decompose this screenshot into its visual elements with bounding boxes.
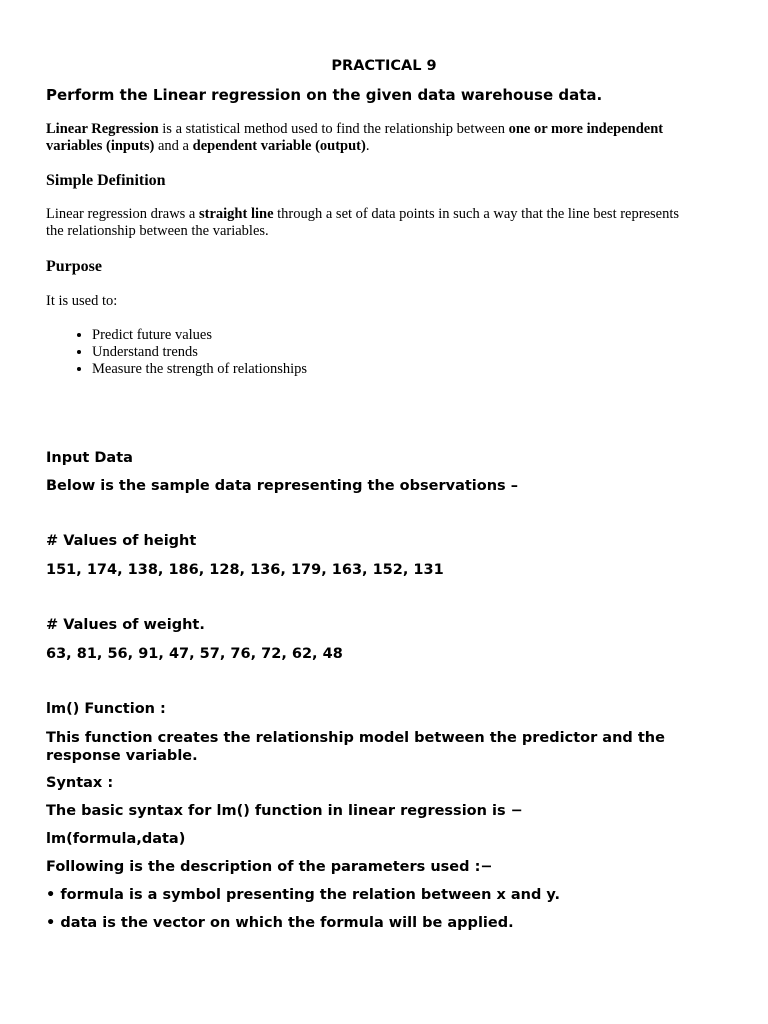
weight-label: # Values of weight.: [46, 617, 205, 633]
params-lead: Following is the description of the parameters used :−: [46, 859, 493, 875]
syntax-code: lm(formula,data): [46, 831, 186, 847]
purpose-heading: Purpose: [46, 258, 102, 275]
bold-straight-line: straight line: [199, 206, 274, 222]
input-data-lead: Below is the sample data representing the observations –: [46, 478, 518, 494]
term-linear-regression: Linear Regression: [46, 121, 159, 137]
list-item: • Measure the strength of relationships: [92, 361, 307, 378]
weight-values: 63, 81, 56, 91, 47, 57, 76, 72, 62, 48: [46, 646, 343, 662]
page-title: PRACTICAL 9: [331, 58, 437, 74]
syntax-lead: The basic syntax for lm() function in linear regression is −: [46, 803, 523, 819]
height-values: 151, 174, 138, 186, 128, 136, 179, 163, 152, 131: [46, 562, 444, 578]
lm-heading: lm() Function :: [46, 701, 166, 717]
input-data-heading: Input Data: [46, 450, 133, 466]
bold-dependent-variable: dependent variable (output): [192, 138, 366, 154]
simple-definition-heading: Simple Definition: [46, 172, 166, 189]
purpose-list: [46, 327, 307, 378]
aim-heading: Perform the Linear regression on the given data warehouse data.: [46, 86, 603, 104]
purpose-lead: It is used to:: [46, 293, 118, 309]
lm-description: This function creates the relationship model between the predictor and the response variable.: [46, 730, 665, 764]
list-item: • Understand trends: [92, 344, 307, 361]
height-label: # Values of height: [46, 533, 197, 549]
intro-paragraph: Linear Regression is a statistical method used to find the relationship between one or more independent variables (inputs) and a dependent variable (output).: [46, 121, 664, 154]
param-data: • data is the vector on which the formula will be applied.: [46, 915, 514, 931]
syntax-heading: Syntax :: [46, 775, 114, 791]
list-item: • Predict future values: [92, 327, 307, 344]
bold-independent-variables: one or more independent variables (inputs): [46, 121, 664, 154]
param-formula: • formula is a symbol presenting the relation between x and y.: [46, 887, 561, 903]
simple-definition-text: Linear regression draws a straight line through a set of data points in such a way that the line best represents the relationship between the variables.: [46, 206, 680, 239]
